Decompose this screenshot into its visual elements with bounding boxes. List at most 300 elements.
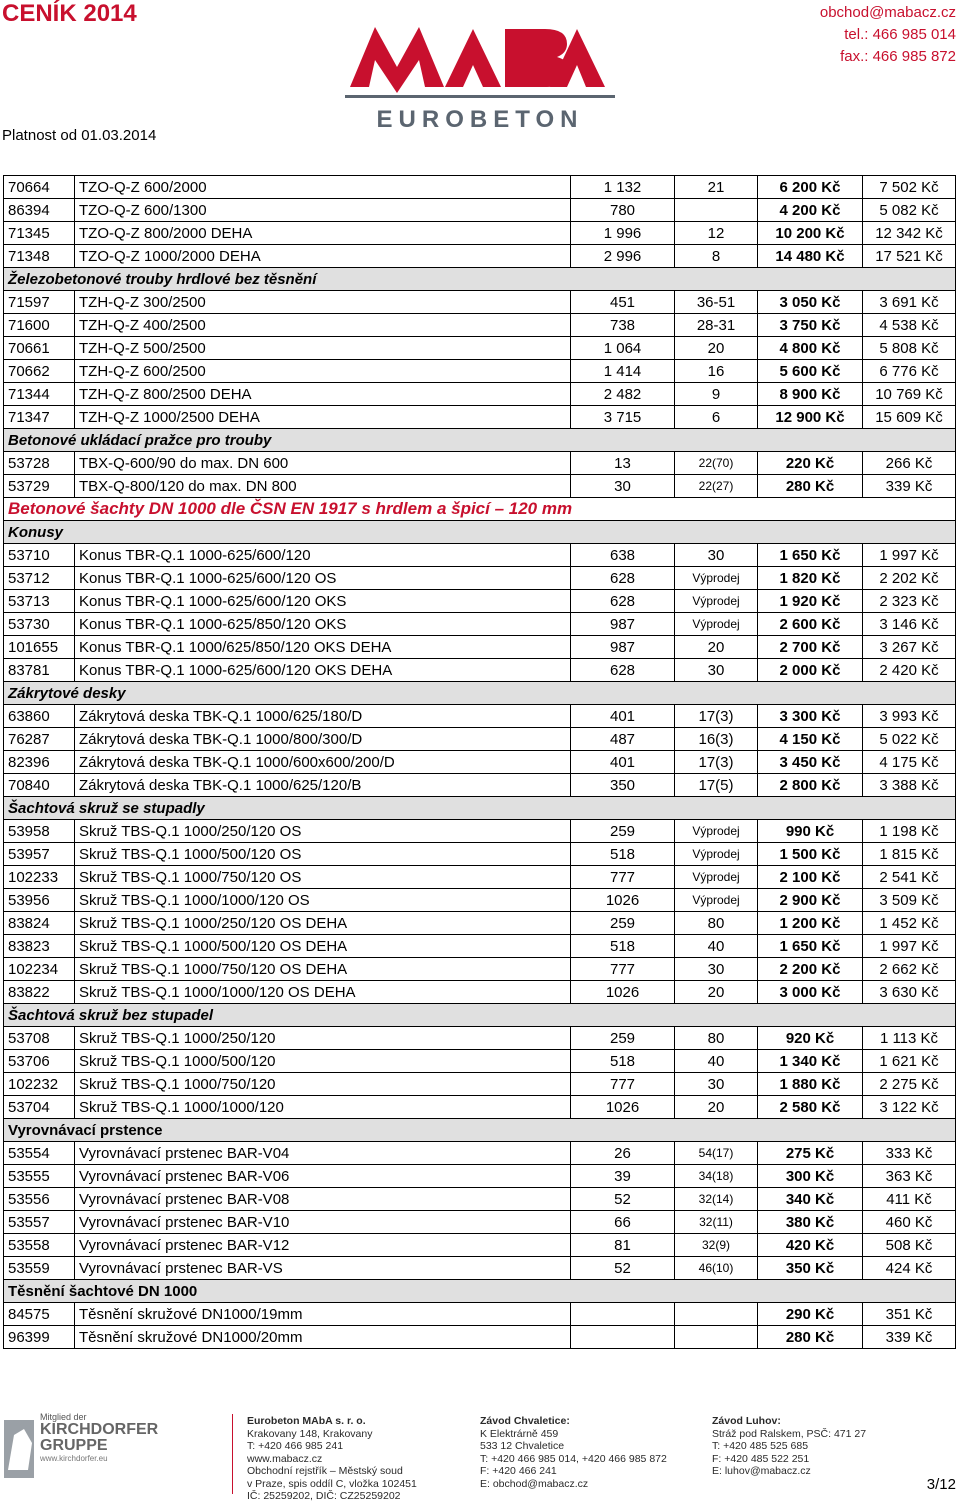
product-name: TZH-Q-Z 500/2500 bbox=[75, 337, 571, 360]
product-code: 53706 bbox=[4, 1050, 75, 1073]
price-vat: 2 541 Kč bbox=[863, 866, 956, 889]
table-row bbox=[4, 889, 956, 912]
kd-url[interactable]: www.kirchdorfer.eu bbox=[40, 1454, 108, 1463]
product-name: TZO-Q-Z 600/1300 bbox=[75, 199, 571, 222]
weight: 259 bbox=[571, 820, 675, 843]
product-code: 96399 bbox=[4, 1326, 75, 1349]
weight: 401 bbox=[571, 751, 675, 774]
product-name: TZO-Q-Z 800/2000 DEHA bbox=[75, 222, 571, 245]
valid-from: Platnost od 01.03.2014 bbox=[2, 127, 157, 144]
weight: 1 064 bbox=[571, 337, 675, 360]
table-row bbox=[4, 866, 956, 889]
price: 6 200 Kč bbox=[758, 176, 863, 199]
weight: 401 bbox=[571, 705, 675, 728]
price-vat: 460 Kč bbox=[863, 1211, 956, 1234]
section-heading bbox=[4, 268, 956, 291]
section-title: Konusy bbox=[4, 521, 956, 544]
price-vat: 17 521 Kč bbox=[863, 245, 956, 268]
table-row bbox=[4, 544, 956, 567]
table-row bbox=[4, 222, 956, 245]
main-section-heading bbox=[4, 498, 956, 521]
footer-line: T: +420 466 985 014, +420 466 985 872 bbox=[480, 1452, 667, 1465]
pieces: 20 bbox=[675, 1096, 758, 1119]
price: 8 900 Kč bbox=[758, 383, 863, 406]
footer-line: Závod Chvaletice: bbox=[480, 1415, 570, 1427]
price: 2 580 Kč bbox=[758, 1096, 863, 1119]
price-vat: 508 Kč bbox=[863, 1234, 956, 1257]
table-row bbox=[4, 659, 956, 682]
price: 290 Kč bbox=[758, 1303, 863, 1326]
product-name: Skruž TBS-Q.1 1000/500/120 OS bbox=[75, 843, 571, 866]
price-vat: 3 993 Kč bbox=[863, 705, 956, 728]
product-name: Zákrytová deska TBK-Q.1 1000/625/180/D bbox=[75, 705, 571, 728]
price-vat: 411 Kč bbox=[863, 1188, 956, 1211]
pieces: 46(10) bbox=[675, 1257, 758, 1280]
table-row bbox=[4, 613, 956, 636]
weight: 451 bbox=[571, 291, 675, 314]
pieces: 30 bbox=[675, 1073, 758, 1096]
table-row bbox=[4, 1303, 956, 1326]
weight: 1026 bbox=[571, 981, 675, 1004]
product-code: 83824 bbox=[4, 912, 75, 935]
product-code: 53730 bbox=[4, 613, 75, 636]
contact-tel: tel.: 466 985 014 bbox=[844, 26, 956, 43]
kd-member: Mitglied der bbox=[40, 1412, 87, 1422]
table-row bbox=[4, 935, 956, 958]
table-row bbox=[4, 820, 956, 843]
product-code: 53958 bbox=[4, 820, 75, 843]
table-row bbox=[4, 751, 956, 774]
product-code: 71600 bbox=[4, 314, 75, 337]
price-vat: 5 082 Kč bbox=[863, 199, 956, 222]
price-vat: 2 202 Kč bbox=[863, 567, 956, 590]
product-name: TZH-Q-Z 1000/2500 DEHA bbox=[75, 406, 571, 429]
table-row bbox=[4, 728, 956, 751]
price: 420 Kč bbox=[758, 1234, 863, 1257]
price-vat: 3 691 Kč bbox=[863, 291, 956, 314]
product-name: TZH-Q-Z 800/2500 DEHA bbox=[75, 383, 571, 406]
table-row bbox=[4, 245, 956, 268]
weight: 52 bbox=[571, 1257, 675, 1280]
product-name: Vyrovnávací prstenec BAR-V04 bbox=[75, 1142, 571, 1165]
product-name: Skruž TBS-Q.1 1000/1000/120 OS bbox=[75, 889, 571, 912]
pieces: 20 bbox=[675, 337, 758, 360]
price-vat: 2 420 Kč bbox=[863, 659, 956, 682]
weight: 518 bbox=[571, 843, 675, 866]
product-name: TZH-Q-Z 400/2500 bbox=[75, 314, 571, 337]
section-title: Betonové ukládací pražce pro trouby bbox=[4, 429, 956, 452]
price: 4 150 Kč bbox=[758, 728, 863, 751]
product-code: 53557 bbox=[4, 1211, 75, 1234]
price-vat: 7 502 Kč bbox=[863, 176, 956, 199]
product-name: Vyrovnávací prstenec BAR-V06 bbox=[75, 1165, 571, 1188]
weight: 638 bbox=[571, 544, 675, 567]
product-code: 102234 bbox=[4, 958, 75, 981]
footer-line: v Praze, spis oddíl C, vložka 102451 bbox=[247, 1477, 417, 1490]
product-name: Konus TBR-Q.1 1000-625/850/120 OKS bbox=[75, 613, 571, 636]
price: 1 650 Kč bbox=[758, 935, 863, 958]
table-row bbox=[4, 843, 956, 866]
product-name: Vyrovnávací prstenec BAR-V08 bbox=[75, 1188, 571, 1211]
product-code: 70662 bbox=[4, 360, 75, 383]
product-code: 71597 bbox=[4, 291, 75, 314]
table-row bbox=[4, 1326, 956, 1349]
weight: 1 414 bbox=[571, 360, 675, 383]
price: 220 Kč bbox=[758, 452, 863, 475]
section-title: Zákrytové desky bbox=[4, 682, 956, 705]
contact-fax: fax.: 466 985 872 bbox=[840, 48, 956, 65]
price: 2 100 Kč bbox=[758, 866, 863, 889]
pieces: 32(9) bbox=[675, 1234, 758, 1257]
footer-plant-chvaletice bbox=[480, 1415, 667, 1490]
header-contact bbox=[820, 2, 956, 68]
product-code: 83822 bbox=[4, 981, 75, 1004]
table-row bbox=[4, 1165, 956, 1188]
table-row bbox=[4, 958, 956, 981]
pieces: 54(17) bbox=[675, 1142, 758, 1165]
price: 300 Kč bbox=[758, 1165, 863, 1188]
weight: 987 bbox=[571, 613, 675, 636]
product-code: 53556 bbox=[4, 1188, 75, 1211]
pieces: 32(14) bbox=[675, 1188, 758, 1211]
price-vat: 339 Kč bbox=[863, 475, 956, 498]
price-vat: 3 630 Kč bbox=[863, 981, 956, 1004]
pieces bbox=[675, 1326, 758, 1349]
price: 2 000 Kč bbox=[758, 659, 863, 682]
price-table bbox=[3, 175, 956, 1349]
product-code: 71348 bbox=[4, 245, 75, 268]
product-name: Konus TBR-Q.1 1000-625/600/120 bbox=[75, 544, 571, 567]
price: 2 700 Kč bbox=[758, 636, 863, 659]
pieces: 40 bbox=[675, 1050, 758, 1073]
price: 275 Kč bbox=[758, 1142, 863, 1165]
weight: 777 bbox=[571, 866, 675, 889]
price: 4 800 Kč bbox=[758, 337, 863, 360]
price: 1 500 Kč bbox=[758, 843, 863, 866]
price-vat: 10 769 Kč bbox=[863, 383, 956, 406]
section-heading bbox=[4, 429, 956, 452]
pieces: Výprodej bbox=[675, 866, 758, 889]
weight: 13 bbox=[571, 452, 675, 475]
price: 5 600 Kč bbox=[758, 360, 863, 383]
weight: 1 996 bbox=[571, 222, 675, 245]
table-row bbox=[4, 406, 956, 429]
table-row bbox=[4, 1073, 956, 1096]
table-row bbox=[4, 360, 956, 383]
table-row bbox=[4, 1142, 956, 1165]
product-code: 82396 bbox=[4, 751, 75, 774]
footer-line: T: +420 485 525 685 bbox=[712, 1440, 809, 1452]
table-row bbox=[4, 981, 956, 1004]
product-name: Skruž TBS-Q.1 1000/500/120 bbox=[75, 1050, 571, 1073]
product-code: 53708 bbox=[4, 1027, 75, 1050]
pieces: 17(3) bbox=[675, 705, 758, 728]
price: 14 480 Kč bbox=[758, 245, 863, 268]
section-heading bbox=[4, 1004, 956, 1027]
footer-line: T: +420 466 985 241 bbox=[247, 1440, 344, 1452]
pieces: 32(11) bbox=[675, 1211, 758, 1234]
price: 10 200 Kč bbox=[758, 222, 863, 245]
price-vat: 1 997 Kč bbox=[863, 544, 956, 567]
table-row bbox=[4, 590, 956, 613]
product-name: Skruž TBS-Q.1 1000/750/120 OS DEHA bbox=[75, 958, 571, 981]
table-row bbox=[4, 774, 956, 797]
product-name: TZO-Q-Z 1000/2000 DEHA bbox=[75, 245, 571, 268]
footer-line: 533 12 Chvaletice bbox=[480, 1440, 565, 1452]
product-code: 76287 bbox=[4, 728, 75, 751]
pieces: 80 bbox=[675, 912, 758, 935]
weight: 39 bbox=[571, 1165, 675, 1188]
weight: 66 bbox=[571, 1211, 675, 1234]
product-name: Vyrovnávací prstenec BAR-V10 bbox=[75, 1211, 571, 1234]
product-name: TZH-Q-Z 600/2500 bbox=[75, 360, 571, 383]
pieces: 21 bbox=[675, 176, 758, 199]
section-heading bbox=[4, 797, 956, 820]
weight: 1 132 bbox=[571, 176, 675, 199]
product-name: TBX-Q-800/120 do max. DN 800 bbox=[75, 475, 571, 498]
table-row bbox=[4, 475, 956, 498]
footer-company bbox=[247, 1415, 417, 1503]
pieces: 30 bbox=[675, 659, 758, 682]
price-vat: 4 538 Kč bbox=[863, 314, 956, 337]
section-heading bbox=[4, 1119, 956, 1142]
kirchdorfer-block bbox=[40, 1412, 190, 1463]
weight: 518 bbox=[571, 935, 675, 958]
footer-line: IČ: 25259202, DIČ: CZ25259202 bbox=[247, 1490, 401, 1502]
table-row bbox=[4, 1234, 956, 1257]
price-vat: 2 323 Kč bbox=[863, 590, 956, 613]
table-row bbox=[4, 176, 956, 199]
section-title: Šachtová skruž bez stupadel bbox=[4, 1004, 956, 1027]
weight: 487 bbox=[571, 728, 675, 751]
kd-group: GRUPPE bbox=[40, 1437, 108, 1454]
footer-line: Krakovany 148, Krakovany bbox=[247, 1427, 373, 1440]
table-row bbox=[4, 1027, 956, 1050]
weight: 1026 bbox=[571, 1096, 675, 1119]
weight: 26 bbox=[571, 1142, 675, 1165]
price-vat: 339 Kč bbox=[863, 1326, 956, 1349]
product-code: 86394 bbox=[4, 199, 75, 222]
price: 1 650 Kč bbox=[758, 544, 863, 567]
price-vat: 5 022 Kč bbox=[863, 728, 956, 751]
product-name: TZH-Q-Z 300/2500 bbox=[75, 291, 571, 314]
price-vat: 1 198 Kč bbox=[863, 820, 956, 843]
pieces: 40 bbox=[675, 935, 758, 958]
pieces: 8 bbox=[675, 245, 758, 268]
price: 2 800 Kč bbox=[758, 774, 863, 797]
product-code: 83781 bbox=[4, 659, 75, 682]
lion-logo-icon bbox=[2, 1415, 38, 1485]
product-name: Zákrytová deska TBK-Q.1 1000/625/120/B bbox=[75, 774, 571, 797]
product-name: Skruž TBS-Q.1 1000/750/120 bbox=[75, 1073, 571, 1096]
price-vat: 3 146 Kč bbox=[863, 613, 956, 636]
price-vat: 6 776 Kč bbox=[863, 360, 956, 383]
footer-line: Závod Luhov: bbox=[712, 1415, 781, 1427]
product-code: 53957 bbox=[4, 843, 75, 866]
product-code: 53555 bbox=[4, 1165, 75, 1188]
product-code: 53704 bbox=[4, 1096, 75, 1119]
weight: 518 bbox=[571, 1050, 675, 1073]
price: 380 Kč bbox=[758, 1211, 863, 1234]
footer-line: Obchodní rejstřík – Městský soud bbox=[247, 1465, 403, 1477]
product-code: 53713 bbox=[4, 590, 75, 613]
product-name: Skruž TBS-Q.1 1000/500/120 OS DEHA bbox=[75, 935, 571, 958]
weight: 780 bbox=[571, 199, 675, 222]
pieces: Výprodej bbox=[675, 613, 758, 636]
price-vat: 2 662 Kč bbox=[863, 958, 956, 981]
product-code: 84575 bbox=[4, 1303, 75, 1326]
price: 1 920 Kč bbox=[758, 590, 863, 613]
pieces: 16 bbox=[675, 360, 758, 383]
product-name: Těsnění skružové DN1000/20mm bbox=[75, 1326, 571, 1349]
price: 3 450 Kč bbox=[758, 751, 863, 774]
table-row bbox=[4, 1096, 956, 1119]
section-title: Vyrovnávací prstence bbox=[4, 1119, 956, 1142]
pieces: Výprodej bbox=[675, 889, 758, 912]
footer-line: E: obchod@mabacz.cz bbox=[480, 1477, 589, 1490]
section-heading bbox=[4, 1280, 956, 1303]
price-vat: 3 122 Kč bbox=[863, 1096, 956, 1119]
price-vat: 3 509 Kč bbox=[863, 889, 956, 912]
pieces: 34(18) bbox=[675, 1165, 758, 1188]
weight: 628 bbox=[571, 567, 675, 590]
product-name: Vyrovnávací prstenec BAR-V12 bbox=[75, 1234, 571, 1257]
weight: 259 bbox=[571, 912, 675, 935]
section-title: Šachtová skruž se stupadly bbox=[4, 797, 956, 820]
product-name: Skruž TBS-Q.1 1000/750/120 OS bbox=[75, 866, 571, 889]
product-name: Skruž TBS-Q.1 1000/1000/120 bbox=[75, 1096, 571, 1119]
product-code: 71344 bbox=[4, 383, 75, 406]
product-code: 101655 bbox=[4, 636, 75, 659]
product-name: Zákrytová deska TBK-Q.1 1000/800/300/D bbox=[75, 728, 571, 751]
weight bbox=[571, 1326, 675, 1349]
product-code: 53710 bbox=[4, 544, 75, 567]
weight: 628 bbox=[571, 590, 675, 613]
price-vat: 4 175 Kč bbox=[863, 751, 956, 774]
pieces: Výprodej bbox=[675, 820, 758, 843]
price: 3 050 Kč bbox=[758, 291, 863, 314]
footer-line: K Elektrárně 459 bbox=[480, 1427, 559, 1440]
table-row bbox=[4, 1050, 956, 1073]
product-code: 83823 bbox=[4, 935, 75, 958]
product-code: 70664 bbox=[4, 176, 75, 199]
contact-email[interactable]: obchod@mabacz.cz bbox=[819, 4, 956, 21]
footer-divider bbox=[232, 1414, 233, 1494]
footer-line: E: luhov@mabacz.cz bbox=[712, 1465, 811, 1477]
weight: 259 bbox=[571, 1027, 675, 1050]
product-code: 53558 bbox=[4, 1234, 75, 1257]
section-heading bbox=[4, 682, 956, 705]
pieces: 20 bbox=[675, 981, 758, 1004]
pieces: 16(3) bbox=[675, 728, 758, 751]
pieces: Výprodej bbox=[675, 567, 758, 590]
price: 920 Kč bbox=[758, 1027, 863, 1050]
pieces: 30 bbox=[675, 544, 758, 567]
price: 2 900 Kč bbox=[758, 889, 863, 912]
product-name: Skruž TBS-Q.1 1000/250/120 bbox=[75, 1027, 571, 1050]
price-vat: 363 Kč bbox=[863, 1165, 956, 1188]
price-vat: 1 452 Kč bbox=[863, 912, 956, 935]
section-title: Betonové šachty DN 1000 dle ČSN EN 1917 s hrdlem a špicí – 120 mm bbox=[4, 498, 956, 521]
product-name: Konus TBR-Q.1 1000-625/600/120 OS bbox=[75, 567, 571, 590]
product-name: TBX-Q-600/90 do max. DN 600 bbox=[75, 452, 571, 475]
price-vat: 2 275 Kč bbox=[863, 1073, 956, 1096]
price-vat: 1 815 Kč bbox=[863, 843, 956, 866]
kd-name: KIRCHDORFER bbox=[40, 1421, 159, 1438]
pieces: 20 bbox=[675, 636, 758, 659]
product-code: 71347 bbox=[4, 406, 75, 429]
price: 3 750 Kč bbox=[758, 314, 863, 337]
price: 1 200 Kč bbox=[758, 912, 863, 935]
pieces: 80 bbox=[675, 1027, 758, 1050]
footer-line: Eurobeton MAbA s. r. o. bbox=[247, 1415, 366, 1427]
product-name: TZO-Q-Z 600/2000 bbox=[75, 176, 571, 199]
price-vat: 15 609 Kč bbox=[863, 406, 956, 429]
price: 3 300 Kč bbox=[758, 705, 863, 728]
pieces: 36-51 bbox=[675, 291, 758, 314]
product-code: 102232 bbox=[4, 1073, 75, 1096]
price-vat: 351 Kč bbox=[863, 1303, 956, 1326]
weight: 2 482 bbox=[571, 383, 675, 406]
table-row bbox=[4, 1211, 956, 1234]
product-code: 70840 bbox=[4, 774, 75, 797]
price-vat: 333 Kč bbox=[863, 1142, 956, 1165]
price: 4 200 Kč bbox=[758, 199, 863, 222]
price: 12 900 Kč bbox=[758, 406, 863, 429]
product-code: 53554 bbox=[4, 1142, 75, 1165]
product-code: 53712 bbox=[4, 567, 75, 590]
pieces: 28-31 bbox=[675, 314, 758, 337]
table-row bbox=[4, 567, 956, 590]
pieces: 6 bbox=[675, 406, 758, 429]
product-name: Těsnění skružové DN1000/19mm bbox=[75, 1303, 571, 1326]
weight: 1026 bbox=[571, 889, 675, 912]
weight: 2 996 bbox=[571, 245, 675, 268]
table-row bbox=[4, 705, 956, 728]
price: 1 340 Kč bbox=[758, 1050, 863, 1073]
footer-line: Stráž pod Ralskem, PSČ: 471 27 bbox=[712, 1427, 867, 1440]
pieces bbox=[675, 1303, 758, 1326]
table-row bbox=[4, 1188, 956, 1211]
table-row bbox=[4, 337, 956, 360]
price-vat: 424 Kč bbox=[863, 1257, 956, 1280]
maba-logo-icon bbox=[345, 15, 615, 135]
pieces: 17(3) bbox=[675, 751, 758, 774]
table-row bbox=[4, 291, 956, 314]
price-list-title: CENÍK 2014 bbox=[2, 0, 137, 27]
weight: 777 bbox=[571, 958, 675, 981]
price: 280 Kč bbox=[758, 1326, 863, 1349]
product-code: 53728 bbox=[4, 452, 75, 475]
section-title: Železobetonové trouby hrdlové bez těsnění bbox=[4, 268, 956, 291]
price-vat: 1 997 Kč bbox=[863, 935, 956, 958]
weight bbox=[571, 1303, 675, 1326]
pieces: 9 bbox=[675, 383, 758, 406]
product-code: 71345 bbox=[4, 222, 75, 245]
footer-line: F: +420 485 522 251 bbox=[712, 1452, 810, 1465]
weight: 81 bbox=[571, 1234, 675, 1257]
price: 340 Kč bbox=[758, 1188, 863, 1211]
price-vat: 3 267 Kč bbox=[863, 636, 956, 659]
price-vat: 12 342 Kč bbox=[863, 222, 956, 245]
price: 2 600 Kč bbox=[758, 613, 863, 636]
product-code: 102233 bbox=[4, 866, 75, 889]
pieces: 12 bbox=[675, 222, 758, 245]
pieces: 22(70) bbox=[675, 452, 758, 475]
price-vat: 266 Kč bbox=[863, 452, 956, 475]
footer-line: www.mabacz.cz bbox=[247, 1452, 323, 1465]
weight: 52 bbox=[571, 1188, 675, 1211]
